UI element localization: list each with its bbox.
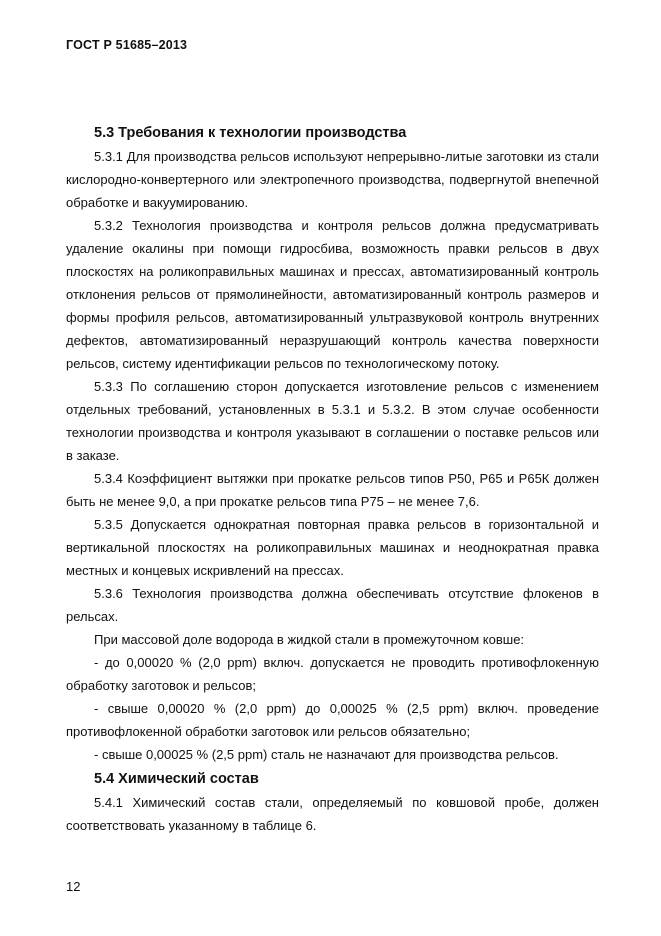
paragraph: 5.4.1 Химический состав стали, определяемый по ковшовой пробе, должен соответствовать указанному в таблице 6. (66, 795, 599, 833)
document-header: ГОСТ Р 51685–2013 (66, 38, 188, 52)
list-item: - до 0,00020 % (2,0 ppm) включ. допускается не проводить противофлокенную обработку заготовок и рельсов; (66, 655, 599, 693)
page-number: 12 (66, 879, 81, 894)
paragraph: 5.3.1 Для производства рельсов используют непрерывно-литые заготовки из стали кислородно-конвертерного или электропечного производства, подвергнутой внепечной обработке и вакуумированию. (66, 149, 599, 210)
paragraph: 5.3.2 Технология производства и контроля рельсов должна предусматривать удаление окалины при помощи гидросбива, возможность правки рельсов в двух плоскостях на роликоправильных машинах и прессах, автоматизированный контроль отклонения рельсов от прямолинейности, автоматизированный контроль размеров и формы профиля рельсов, автоматизированный ультразвуковой контроль внутренних дефектов, автоматизированный неразрушающий контроль качества поверхности рельсов, систему идентификации рельсов по технологическому потоку. (66, 218, 599, 371)
list-item: - свыше 0,00025 % (2,5 ppm) сталь не назначают для производства рельсов. (94, 747, 559, 762)
section-heading: 5.4 Химический состав (94, 771, 259, 787)
paragraph: При массовой доле водорода в жидкой стали в промежуточном ковше: (94, 632, 525, 647)
paragraph: 5.3.5 Допускается однократная повторная правка рельсов в горизонтальной и вертикальной плоскостях на роликоправильных машинах и неоднократная правка местных и концевых искривлений на прессах. (66, 517, 599, 578)
paragraph: 5.3.6 Технология производства должна обеспечивать отсутствие флокенов в рельсах. (66, 586, 599, 624)
list-item: - свыше 0,00020 % (2,0 ppm) до 0,00025 % (2,5 ppm) включ. проведение противофлокенной обработки заготовок или рельсов обязательно; (66, 701, 599, 739)
paragraph: 5.3.3 По соглашению сторон допускается изготовление рельсов с изменением отдельных требований, установленных в 5.3.1 и 5.3.2. В этом случае особенности технологии производства и контроля указывают в соглашении о поставке рельсов или в заказе. (66, 379, 599, 463)
paragraph: 5.3.4 Коэффициент вытяжки при прокатке рельсов типов Р50, Р65 и Р65К должен быть не менее 9,0, а при прокатке рельсов типа Р75 – не менее 7,6. (66, 471, 599, 509)
document-body (66, 122, 599, 837)
section-heading: 5.3 Требования к технологии производства (94, 125, 407, 141)
